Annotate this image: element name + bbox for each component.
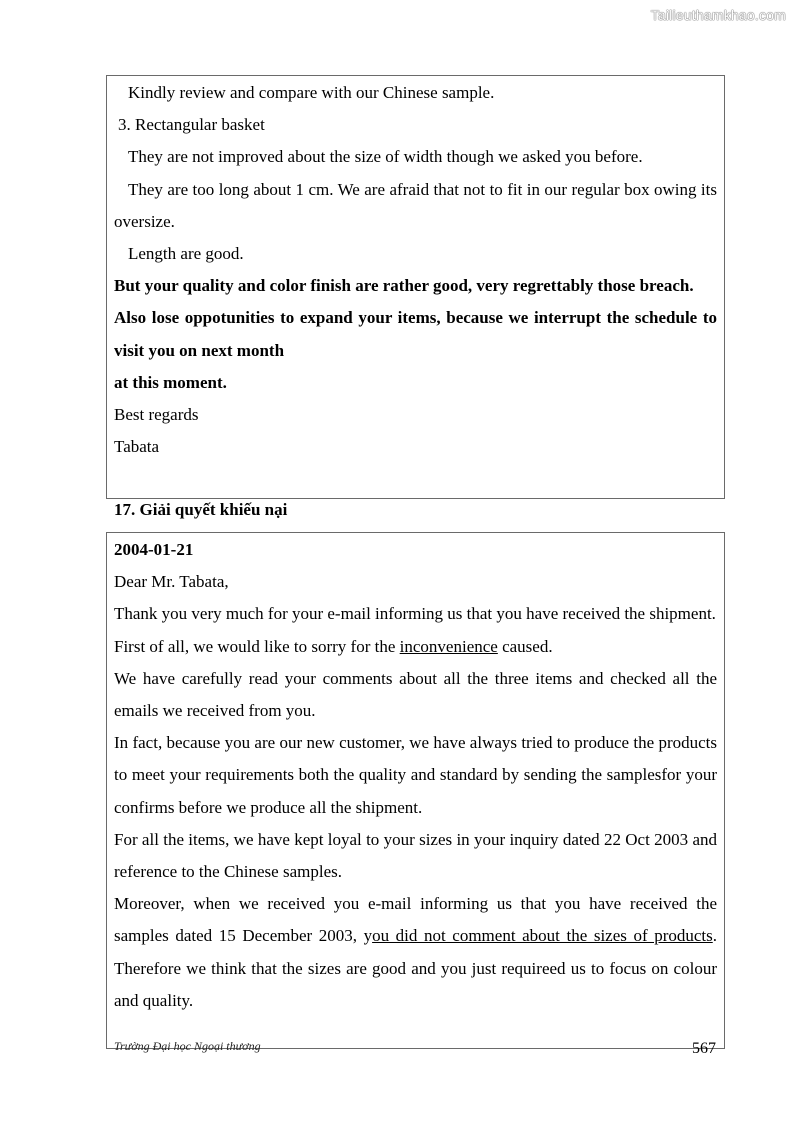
bold-paragraph: at this moment. [114, 372, 227, 392]
letter-date: 2004-01-21 [114, 540, 194, 559]
greeting: Dear Mr. Tabata, [114, 572, 229, 592]
signature: Tabata [114, 437, 160, 457]
letter-box-reply [106, 532, 725, 1049]
watermark: Tailieuthamkhao.com [650, 7, 786, 23]
text-line: Length are good. [128, 244, 244, 264]
paragraph: First of all, we would like to sorry for the inconvenience caused. [114, 636, 553, 656]
paragraph: For all the items, we have kept loyal to your sizes in your inquiry dated 22 Oct 2003 and reference to the Chinese samples. [114, 829, 717, 882]
text-line: They are not improved about the size of width though we asked you before. [128, 147, 643, 167]
paragraph: We have carefully read your comments about all the three items and checked all the emails we received from you. [114, 668, 717, 721]
paragraph: In fact, because you are our new customer, we have always tried to produce the products to meet your requirements both the quality and standard by sending the samplesfor your confirms before we produce all the shipment. [114, 733, 717, 817]
underlined-phrase: ou did not comment about the sizes of products [372, 926, 713, 946]
footer-school: Trường Đại học Ngoại thương [114, 1039, 261, 1053]
bold-paragraph: Also lose oppotunities to expand your items, because we interrupt the schedule to visit you on next month [114, 308, 717, 360]
underlined-word: inconvenience [399, 636, 498, 656]
page-number: 567 [692, 1040, 716, 1057]
item-heading: 3. Rectangular basket [118, 115, 265, 135]
paragraph: Moreover, when we received you e-mail informing us that you have received the samples dated 15 December 2003, you did not comment about the sizes of products. Therefore we think that the sizes are good and you just requireed us to focus on colour and quality. [114, 894, 717, 1010]
text-line: Kindly review and compare with our Chinese sample. [128, 83, 495, 102]
bold-paragraph: But your quality and color finish are rather good, very regrettably those breach. [114, 276, 694, 296]
letter-box-complaint [106, 75, 725, 499]
section-heading: 17. Giải quyết khiếu nại [114, 500, 288, 519]
closing: Best regards [114, 405, 199, 425]
paragraph: Thank you very much for your e-mail informing us that you have received the shipment. [114, 604, 716, 624]
text-line: They are too long about 1 cm. We are afraid that not to fit in our regular box owing its oversize. [114, 179, 717, 231]
